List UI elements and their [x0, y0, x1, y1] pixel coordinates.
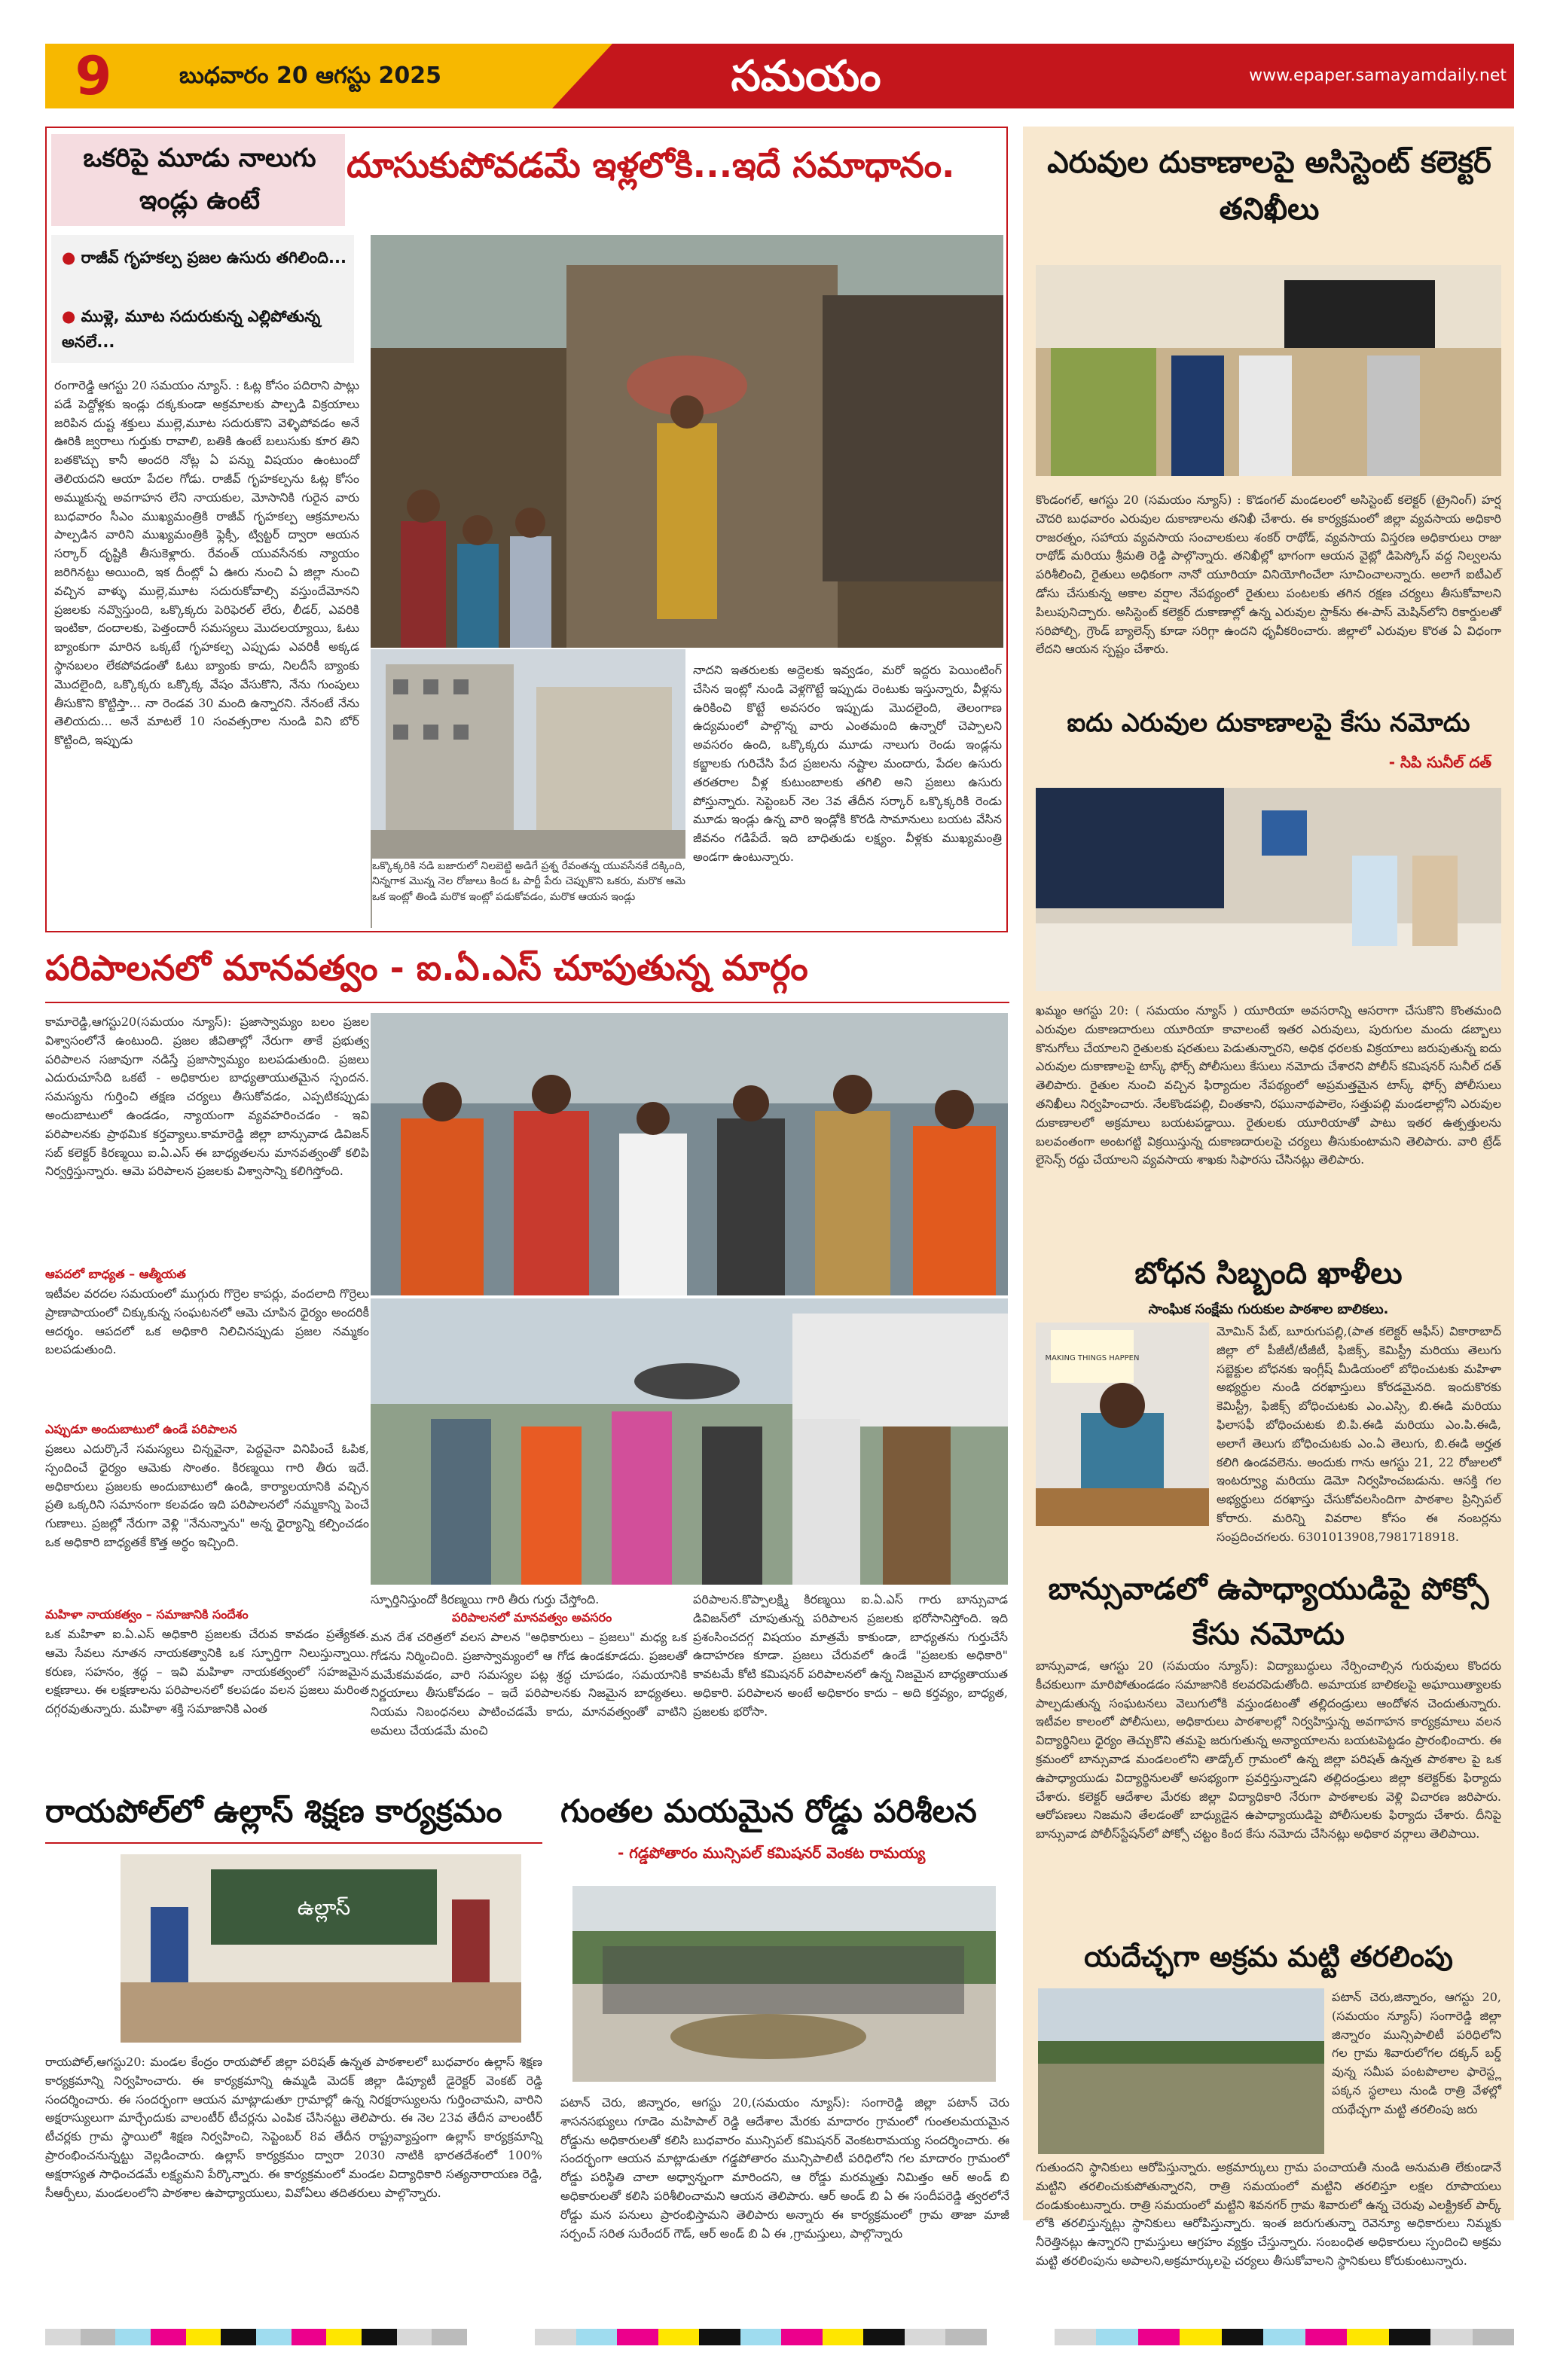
bullet-dot-icon: ●: [62, 249, 81, 267]
board-text: ఉల్లాస్: [297, 1895, 351, 1920]
poster-text: MAKING THINGS HAPPEN: [1045, 1354, 1140, 1362]
ias-rule: [45, 1002, 1009, 1003]
ullas-headline: రాయపోల్‌లో ఉల్లాస్ శిక్షణ కార్యక్రమం: [45, 1793, 502, 1829]
newspaper-logo: సమయం: [731, 51, 881, 101]
housing-col-3: నాదని ఇతరులకు అద్దెలకు ఇవ్వడం, మరో ఇద్దరు పెయింటింగ్ చేసిన ఇంట్లో నుండి వెళ్లగొట్టే ఇప్పుడు రెంటుకు ఇస్తున్నారు, వీళ్లను ఉరికించి కొట్టే అవసరం ఇప్పుడు మొదలైంది, తెలంగాణ ఉద్యమంలో పాల్గొన్న వారు ఎంతమంది ఉన్నారో చెప్పాలని అవసరం ఉంది, ఒక్కొక్కరు మూడు నాలుగు రెండు ఇండ్లను కబ్జాలకు గురిచేసి పేద ప్రజలను నష్టాల మందారు, పేదల ఉసురు తరతరాల వీళ్ల కుటుంబాలకు తగిలి అని ప్రజలు ఉసురు పోస్తున్నారు. సెప్టెంబర్ నెల 3వ తేదీన సర్కార్ ఒక్కొక్కరికి రెండు మూడు ఇండ్లు ఉన్న వారి ఇండ్లోకి కొరడి సామానులు బయట వేసిన జీవనం గడిపేదే. ఇది బాధితుడు లక్ష్యం. వీళ్లకు ముఖ్యమంత్రి అండగా ఉంటున్నారు.: [693, 663, 1002, 864]
ullas-rule: [45, 1842, 542, 1844]
ias-flood-photo: [371, 1013, 1008, 1295]
fert-body: కొండంగల్, ఆగస్టు 20 (సమయం న్యూస్) : కొడంగల్ మండలంలో అసిస్టెంట్ కలెక్టర్ (ట్రైనింగ్) హర్ష చౌదరి బుధవారం ఎరువుల దుకాణాలను తనిఖీ చేశారు. ఈ కార్యక్రమంలో జిల్లా వ్యవసాయ అధికారి రాజరత్నం, సహాయ వ్యవసాయ సంచాలకులు శంకర్ రాథోడ్, వ్యవసాయ విస్తరణ అధికారులు రాజు రాథోడ్ మరియు శ్రీమతి రెడ్డి పాల్గొన్నారు. తనిఖీల్లో భాగంగా ఆయన వైట్లో డిపెస్కోస్ వద్ద నిల్వలను పరిశీలించి, రైతులు అధికంగా నానో యూరియా వినియోగించేలా సూచించాలన్నారు. అలాగే ఐటీఎల్ డోసు చేసుకున్న అకాల వర్షాల నేపథ్యంలో రైతులు పంటలకు తగిన రక్షణ చర్యలు తీసుకోవాలని పిలుపునిచ్చారు. అసిస్టెంట్ కలెక్టర్ దుకాణాల్లో ఉన్న ఎరువుల స్టాక్‌ను ఈ-పాస్ మెషిన్‌లోని రికార్డులతో సరిపోల్చి, గ్రౌండ్ బ్యాలెన్స్ కూడా సరిగ్గా ఉందని ధృవీకరించారు. జిల్లాలో ఎరువుల కొరత ఏ విధంగా లేదని ఆయన స్పష్టం చేశారు.: [1036, 493, 1501, 657]
registration-strip-2: [535, 2329, 987, 2345]
masthead-slant: [552, 44, 612, 108]
soil-site-photo: [1038, 1988, 1324, 2154]
registration-strip-3: [1055, 2329, 1514, 2345]
teach-headline: బోధన సిబ్బంది ఖాళీలు: [1134, 1256, 1403, 1291]
housing-col-2-box: [372, 859, 685, 928]
soil-headline: యదేచ్ఛగా అక్రమ మట్టి తరలింపు: [1084, 1940, 1453, 1973]
housing-bullets-box: [51, 235, 354, 363]
fert-shop-photo: [1036, 265, 1501, 476]
roads-potholes-photo: [572, 1886, 996, 2082]
housing-headline: దూసుకుపోవడమే ఇళ్లలోకి...ఇదే సమాధానం.: [347, 145, 955, 185]
housing-kicker: ఒకరిపై మూడు నాలుగు ఇండ్లు ఉంటే: [83, 143, 316, 215]
fert-headline: ఎరువుల దుకాణాలపై అసిస్టెంట్ కలెక్టర్ తనిఖీలు: [1047, 145, 1491, 227]
housing-col-2: ఒక్కొక్కరికి నడి బజారులో నిలబెట్టి అడిగే ప్రశ్న రేవంతన్న యువసేనకే దక్కింది, నిన్నగాక మొన్న నెల రోజులు కింద ఓ పార్టీ పేరు చెప్పుకొని ఒకరు, మరొక ఆమె ఒక ఇంట్లో తిండి మరొక ఇంట్లో పడుకోవడం, మరొక ఆయన ఇండ్లు: [372, 860, 685, 903]
soil-body-2: గుతుందని స్థానికులు ఆరోపిస్తున్నారు. అక్రమార్కులు గ్రామ పంచాయతీ నుండి అనుమతి లేకుండానే మట్టిని తరలించుకుపోతున్నారని, రాత్రి సమయంలో మట్టిని తరలిస్తూ లక్షల రూపాయలు దండుకుంటున్నారు. రాత్రి సమయంలో మట్టిని శివనగర్ గ్రామ శివారులో ఉన్న చెరువు ఎలక్ట్రికల్ పార్క్ లోకి తరలిస్తున్నట్లు స్థానికులు ఆరోపిస్తున్నారు. ఇంత జరుగుతున్నా రెవెన్యూ అధికారులు నిమ్మకు నీరెత్తినట్లు ఉన్నారని గ్రామస్తులు ఆగ్రహం వ్యక్తం చేస్తున్నారు. సంబంధిత అధికారులు స్పందించి అక్రమ మట్టి తరలింపును అపాలని,అక్రమార్కులపై చర్యలు తీసుకోవాలని స్థానికులు కోరుకుంటున్నారు.: [1036, 2160, 1501, 2268]
case-headline: ఐదు ఎరువుల దుకాణాలపై కేసు నమోదు: [1067, 708, 1470, 738]
ias-col1-intro: కామారెడ్డి,ఆగస్టు20(సమయం న్యూస్): ప్రజాస్వామ్యం బలం ప్రజల విశ్వాసంలోనే ఉంటుంది. ప్రజల జీవితాల్లో నేరుగా తాకే ప్రభుత్వ పరిపాలన సజావుగా నడిస్తే ప్రజాస్వామ్యం బలపడుతుంది. ప్రజలు ఎదురుచూసేది ఒకటే - అధికారుల బాధ్యతాయుతమైన స్పందన. సమస్యను గుర్తించి తక్షణ చర్యలు తీసుకోవడం, ఎప్పటికప్పుడు అందుబాటులో ఉండడం, న్యాయంగా వ్యవహరించడం - ఇవి పరిపాలనకు ప్రాథమిక కర్తవ్యాలు.కామారెడ్డి జిల్లా బాన్సువాడ డివిజన్ సబ్ కలెక్టర్ కిరణ్మయి ఐ.ఏ.ఎస్ ఈ బాధ్యతలను మానవత్వంతో కలిపి నిర్వర్తిస్తున్నారు. ఆమె పరిపాలన ప్రజలకు విశ్వాసాన్ని కలిగిస్తోంది.: [45, 1015, 369, 1179]
pocso-body: బాన్సువాడ, ఆగస్టు 20 (సమయం న్యూస్): విద్యాబుద్ధులు నేర్పించాల్సిన గురువులు కొందరు కీచకులుగా మారిపోతుండడం సమాజానికి కలవరపెడుతోంది. అమాయక బాలికలపై అఘాయిత్యాలకు పాల్పడుతున్న సంఘటనలు వెలుగులోకి వస్తుండటంతో తల్లిదండ్రులు ఆందోళన చెందుతున్నారు. ఇటీవల కాలంలో పోలీసులు, అధికారులు పాఠశాలల్లో నిర్వహిస్తున్న అవగాహన కార్యక్రమాలు వలన విద్యార్థినిలు ధైర్యం తెచ్చుకొని తమపై జరుగుతున్న అన్యాయాలను బయటపెట్టడం ప్రారంభించారు. ఈ క్రమంలో బాన్సువాడ మండలంలోని తాడ్కోల్ గ్రామంలో ఉన్న జిల్లా పరిషత్ ఉన్నత పాఠశాల పై ఒక ఉపాధ్యాయుడు విద్యార్థినులతో అసభ్యంగా ప్రవర్తిస్తున్నాడని తల్లిదండ్రులు జిల్లా కలెక్టర్‌కు ఫిర్యాదు చేశారు. కలెక్టర్ ఆదేశాల మేరకు జిల్లా విద్యాధికారి నేరుగా పాఠశాలకు వెళ్లి విచారణ జరిపారు. ఆరోపణలు నిజమని తేలడంతో బాధ్యుడైన ఉపాధ్యాయుడిపై పోలీసులకు ఫిర్యాదు చేశారు. దీనిపై బాన్సువాడ పోలీస్‌స్టేషన్‌లో పోక్సో చట్టం కింద కేసు నమోదు చేసినట్లు అధికార వర్గాలు తెలిపాయి.: [1036, 1658, 1501, 1841]
soil-body-1: పటాన్ చెరు,జిన్నారం, ఆగస్టు 20,(సమయం న్యూస్) సంగారెడ్డి జిల్లా జిన్నారం మున్సిపాలిటీ పరిధిలోని గల గ్రామ శివారులోగల దక్కన్ బర్డ్ వున్న సమీప పంటపొలాల ఫారెస్ట్ల పక్కన స్థలాలు నుండి రాత్రి వేళల్లో యథేచ్ఛగా మట్టి తరలింపు జరు: [1332, 1990, 1501, 2116]
teach-subhead: సాంఘిక సంక్షేమ గురుకుల పాఠశాల బాలికలు.: [1148, 1301, 1389, 1317]
bullet-dot-icon: ●: [62, 307, 81, 325]
bullet-text-2: ముళ్లె, మూట సదురుకున్న ఎల్లిపోతున్న అనలే...: [62, 307, 321, 351]
ullas-classroom-photo: [121, 1854, 521, 2043]
ias-col2-b: మన దేశ చరిత్రలో వలస పాలన "అధికారులు – ప్రజలు" మధ్య ఒక గోడను నిర్మించింది. ప్రజాస్వామ్యంలో ఆ గోడ ఉండకూడదు. ప్రజలతో మమేకమవడం, వారి సమస్యల పట్ల శ్రద్ధ చూపడం, సమయానికి నిర్ణయాలు తీసుకోవడం – ఇదే పరిపాలనకు నిజమైన బాధ్యతలు. నియమ నిబంధనలు పాటించడమే కాదు, మానవత్వంతో వాటిని అమలు చేయడమే మంచి: [371, 1630, 687, 1738]
bullet-item: [62, 304, 348, 355]
housing-col-1: రంగారెడ్డి ఆగస్టు 20 సమయం న్యూస్. : ఓట్ల కోసం పదిరాని పాట్లు పడే పెద్దోళ్లకు ఇండ్లు దక్కకుండా అక్రమాలకు పాల్పడి విక్రయాలు జరిపిన దుష్ట శక్తులు ముల్లె,మూట సదురుకొని వెళ్ళిపోవడం అనే ఊరికి జ్వరాలు గుర్తుకు రావాలి, బతికి ఉంటే బలుసుకు కూర తిని బతకొచ్చు కానీ అందరి నోట్ల ఏ పన్ను విషయం ఉంటుందో తెలియదని ఆయా పేదల గోడు. రాజీవ్ గృహకల్పను ఓట్ల కోసం అమ్ముకున్న అవగాహన లేని నాయకుల, మోసానికి గురైన వారు బుధవారం సీఎం ముఖ్యమంత్రికి రాజీవ్ గృహకల్ప ఆక్రమాలను పాల్పడిన వారిని ముఖ్యమంత్రికి ఫ్లెక్సీ, ట్విట్టర్ ద్వారా ఆయన సర్కార్ దృష్టికి తీసుకెళ్లారు. రేవంత్ యువసేనకు న్యాయం జరిగినట్టు అయింది, ఇక దీంట్లో ఏ ఊరు నుంచి ఏ జిల్లా నుంచి వచ్చిన వాళ్ళు ముల్లె,మూట సదురుకోవాల్సి వస్తుందేమోనని ప్రజలకు నవ్వొస్తుంది, ఒక్కొక్కరు పెరిఫెరల్ లేరు, లీడర్, ఎవరికి ఇంటికా, దందాలకు, పెత్తందారీ సమస్యలు మొదలయ్యాయి, ఓటు బ్యాంకుగా మారిన ఒక్కటే గృహకల్ప ఎప్పుడు ఎవరికీ అక్కడ స్థానబలం లేకపోవడంతో ఓటు బ్యాంకు కాదు, నిలదీసే బ్యాంకు మొదలైంది, ఒక్కొక్కరు ఒక్కొక్క వేషం వేసుకొని, నేను గుంపులు తీసుకొని కొట్టిస్తా... నా రెండవ 30 మంది ఉన్నారని. నేనంటే నేను తెలియదు... అనే మాటలే 10 సంవత్సరాల నుండి విని బోర్ కొట్టింది, ఇప్పుడు: [54, 378, 359, 748]
issue-date: బుధవారం 20 ఆగస్టు 2025: [142, 44, 552, 108]
ias-sub-4: పరిపాలనలో మానవత్వం అవసరం: [452, 1610, 612, 1625]
ullas-body: రాయపోల్,ఆగస్టు20: మండల కేంద్రం రాయపోల్ జిల్లా పరిషత్ ఉన్నత పాఠశాలలో బుధవారం ఉల్లాస్ శిక్షణ కార్యక్రమాన్ని నిర్వహించారు. ఈ కార్యక్రమాన్ని ఉమ్మడి మెదక్ జిల్లా డిప్యూటీ డైరెక్టర్ వెంకట్ రెడ్డి సందర్శించారు. ఈ సందర్భంగా ఆయన మాట్లాడుతూ గ్రామాల్లో ఉన్న నిరక్షరాస్యులను గుర్తించామని, వారిని అక్షరాస్యులుగా మార్చేందుకు వాలంటీర్ టీచర్లను ఎంపిక చేసినట్టు తెలిపారు. ఈ నెల 23వ తేదీన వాలంటీర్ టీచర్లకు గ్రామ స్థాయిలో శిక్షణ నిర్వహించి, సెప్టెంబర్ 8వ తేదీన రాష్ట్రవ్యాప్తంగా ఉల్లాస్ కార్యక్రమాన్ని ప్రారంభించనున్నట్టు వెల్లడించారు. ఉల్లాస్ కార్యక్రమం ద్వారా 2030 నాటికి భారతదేశంలో 100% అక్షరాస్యత సాధించడమే లక్ష్యమని పేర్కొన్నారు. ఈ కార్యక్రమంలో మండల విద్యాధికారి సత్యనారాయణ రెడ్డి, సీఆర్పీలు, మండలంలోని పాఠశాల ఉపాధ్యాయులు, వివోఏలు తదితరులు పాల్గొన్నారు.: [45, 2055, 542, 2200]
bullet-text-1: రాజీవ్ గృహకల్ప ప్రజల ఉసురు తగిలింది...: [81, 249, 347, 267]
ias-col3: పరిపాలన.కొప్పాలక్ష్మి కిరణ్మయి ఐ.ఏ.ఎస్ గారు బాన్సువాడ డివిజన్‌లో చూపుతున్న పరిపాలన ప్రజలకు భరోసానిస్తోంది. ఇది ప్రశంసించదగ్గ విషయం మాత్రమే కాకుండా, బాధ్యతను గుర్తుచేసే ఉదాహరణ కూడా. ప్రజలు చేరువలో ఉండే "ప్రజలకు అధికారి" కావటమే కోటి కమిషనర్ పరిపాలనలో ఉన్న నిజమైన బాధ్యతాయుత అధికారి. పరిపాలన అంటే అధికారం కాదు – అది కర్తవ్యం, బాధ్యత, ప్రజలకు భరోసా.: [693, 1592, 1008, 1719]
housing-slum-photo: [371, 235, 1003, 648]
ias-sub-3: మహిళా నాయకత్వం – సమాజానికి సందేశం: [45, 1607, 249, 1622]
roads-byline: - గడ్డపోతారం మున్సిపల్ కమిషనర్ వెంకట రామయ్య: [618, 1844, 926, 1862]
ias-headline: పరిపాలనలో మానవత్వం - ఐ.ఏ.ఎస్ చూపుతున్న మార్గం: [45, 947, 808, 988]
page-number: 9: [45, 44, 142, 108]
ias-col1-d: ఒక మహిళా ఐ.ఏ.ఎస్ అధికారి ప్రజలకు చేరువ కావడం ప్రత్యేకత. ఆమె సేవలు నూతన నాయకత్వానికి ఒక స్ఫూర్తిగా నిలుస్తున్నాయి. కరుణ, సహనం, శ్రద్ధ – ఇవి మహిళా నాయకత్వంలో సహజమైన లక్షణాలు. ఈ లక్షణాలను పరిపాలనలో కలపడం వలన ప్రజలు మరింత దగ్గరవుతున్నారు. మహిళా శక్తి సమాజానికి ఎంత: [45, 1627, 369, 1716]
pocso-headline: బాన్సువాడలో ఉపాధ్యాయుడిపై పోక్సో కేసు నమోదు: [1048, 1572, 1489, 1652]
teach-body-a: మోమిన్ పేట్, బూరుగుపల్లి,(పాత కలెక్టర్ ఆఫీస్) వికారాబాద్ జిల్లా లో పీజీటీ/టీజీటీ, ఫిజిక్స్, కెమిస్ట్రీ మరియు తెలుగు సబ్జెక్టుల బోధనకు ఇంగ్లీష్ మీడియంలో బోధించుటకు మహిళా అభ్యర్థుల నుండి దరఖాస్తులు కోరడమైనది. ఇందుకొరకు కెమిస్ట్రీ, ఫిజిక్స్ బోధించుటకు ఎం.ఎస్సి, బి.ఈడి మరియు ఫిలాసఫీ బోధించుటకు బి.పి.ఈడి మరియు ఎం.పి.ఈడి, అలాగే తెలుగు బోధించుటకు ఎం.ఏ తెలుగు, బి.ఈడి అర్హత కలిగి ఉండవలెను. అందుకు గాను ఆగస్టు 21, 22 రోజులలో ఇంటర్వ్యూ మరియు డెమో నిర్వహించబడును. ఆసక్తి గల అభ్యర్థులు దరఖాస్తు చేసుకోవలసిందిగా పాఠశాల ప్రిన్సిపల్ కోరారు. మరిన్ని వివరాల కోసం ఈ నంబర్లను సంప్రదించగలరు. 6301013908,7981718918.: [1217, 1324, 1501, 1544]
ias-field-photo: [371, 1298, 1008, 1585]
roads-body: పటాన్ చెరు, జిన్నారం, ఆగస్టు 20,(సమయం న్యూస్): సంగారెడ్డి జిల్లా పటాన్ చెరు శాసనసభ్యులు గూడెం మహిపాల్ రెడ్డి ఆదేశాల మేరకు మాదారం గ్రామంలో గుంతలమయమైన రోడ్డును అధికారులతో కలిసి బుధవారం మున్సిపల్ కమిషనర్ వెంకటరామయ్య సందర్శించారు. ఈ సందర్భంగా ఆయన మాట్లాడుతూ గడ్డపోతారం మున్సిపాలిటీ పరిధిలోని గల మాదారం గ్రామంలో రోడ్డు పరిస్థితి చాలా అధ్వాన్నంగా మారిందని, ఆ రోడ్డు మరమ్మత్తు నిమిత్తం ఆర్ అండ్ బి అధికారులతో కలిసి పరిశీలించామని ఆయన తెలిపారు. ఆర్ అండ్ బి ఏ ఈ సందీపరెడ్డి త్వరలోనే రోడ్డు మన పనులు ప్రారంభిస్తామని తెలిపారు అన్నారు ఈ కార్యక్రమంలో గ్రామ తాజా మాజీ సర్పంచ్ సరిత సురేందర్ గౌడ్, ఆర్ అండ్ బి ఏ ఈ ,గ్రామస్తులు, పాల్గొన్నారు: [560, 2095, 1009, 2241]
registration-strip-1: [45, 2329, 467, 2345]
bullet-item: [62, 246, 348, 271]
case-byline: - సిపి సునీల్ దత్: [1388, 753, 1491, 771]
ias-col1-b: ఇటీవల వరదల సమయంలో ముగ్గురు గొర్రెల కాపర్లు, వందలాది గొర్రెలు ప్రాణాపాయంలో చిక్కుకున్న సంఘటనలో ఆమె చూపిన ధైర్యం అందరికీ ఆదర్శం. ఆపదలో ఒక అధికారి నిలిచినప్పుడు ప్రజల నమ్మకం బలపడుతుంది.: [45, 1286, 369, 1357]
ias-col1-c: ప్రజలు ఎదుర్కొనే సమస్యలు చిన్నవైనా, పెద్దవైనా వినిపించే ఓపిక, స్పందించే ధైర్యం ఆమెకు సొంతం. కిరణ్మయి గారి తీరు ఇదే. అధికారులు ప్రజలకు అందుబాటులో ఉండి, కార్యాలయానికి వచ్చిన ప్రతి ఒక్కరిని సమానంగా కలవడం ఇది పరిపాలనలో నమ్మకాన్ని పెంచే గుణాలు. ప్రజల్లో నేరుగా వెళ్లి "నేనున్నాను" అన్న ధైర్యాన్ని కల్పించడం ఒక అధికారి బాధ్యతకే కొత్త అర్థం ఇచ్చింది.: [45, 1442, 369, 1549]
ias-col2-a: స్ఫూర్తినిస్తుందో కిరణ్మయి గారి తీరు గుర్తు చేస్తోంది.: [371, 1592, 600, 1606]
roads-headline: గుంతల మయమైన రోడ్డు పరిశీలన: [560, 1793, 977, 1829]
ias-sub-1: ఆపదలో బాధ్యత – ఆత్మీయత: [45, 1267, 186, 1281]
ias-sub-2: ఎప్పుడూ అందుబాటులో ఉండే పరిపాలన: [45, 1422, 237, 1436]
case-meeting-photo: [1036, 788, 1501, 991]
teach-principal-photo: [1036, 1323, 1209, 1526]
epaper-url[interactable]: www.epaper.samayamdaily.net: [1249, 66, 1507, 85]
case-body: ఖమ్మం ఆగస్టు 20: ( సమయం న్యూస్ ) యూరియా అవసరాన్ని ఆసరాగా చేసుకొని కొంతమంది ఎరువుల దుకాణదారులు యూరియా కావాలంటే ఇతర ఎరువులు, పురుగుల మందు డబ్బాలు కొనుగోలు చేయాలని రైతులకు షరతులు పెడుతున్నారని, అధిక ధరలకు విక్రయాలు జరుపుతున్న ఐదు ఎరువుల దుకాణాలపై టాస్క్ ఫోర్స్ పోలీసులు కేసులు నమోదు చేశారని పోలీస్ కమిషనర్ సునీల్ దత్ తెలిపారు. రైతుల నుంచి వచ్చిన ఫిర్యాదుల నేపథ్యంలో అప్రమత్తమైన టాస్క్ ఫోర్స్ పోలీసులు తనిఖీలు నిర్వహించారు. నేలకొండపల్లి, చింతకాని, రఘునాథపాలెం, సత్తుపల్లి మండలాల్లోని ఎరువుల దుకాణాలలో అక్రమాలు బయటపడ్డాయి. రైతులకు యూరియాతో పాటు ఇతర ఉత్పత్తులను బలవంతంగా అంటగట్టి విక్రయిస్తున్న దుకాణదారులపై చర్యలు తీసుకుంటామని తెలిపారు. వారి ట్రేడ్ లైసెన్స్ రద్దు చేయాలని వ్యవసాయ శాఖకు సిఫారసు చేసినట్లు తెలిపారు.: [1036, 1003, 1501, 1167]
